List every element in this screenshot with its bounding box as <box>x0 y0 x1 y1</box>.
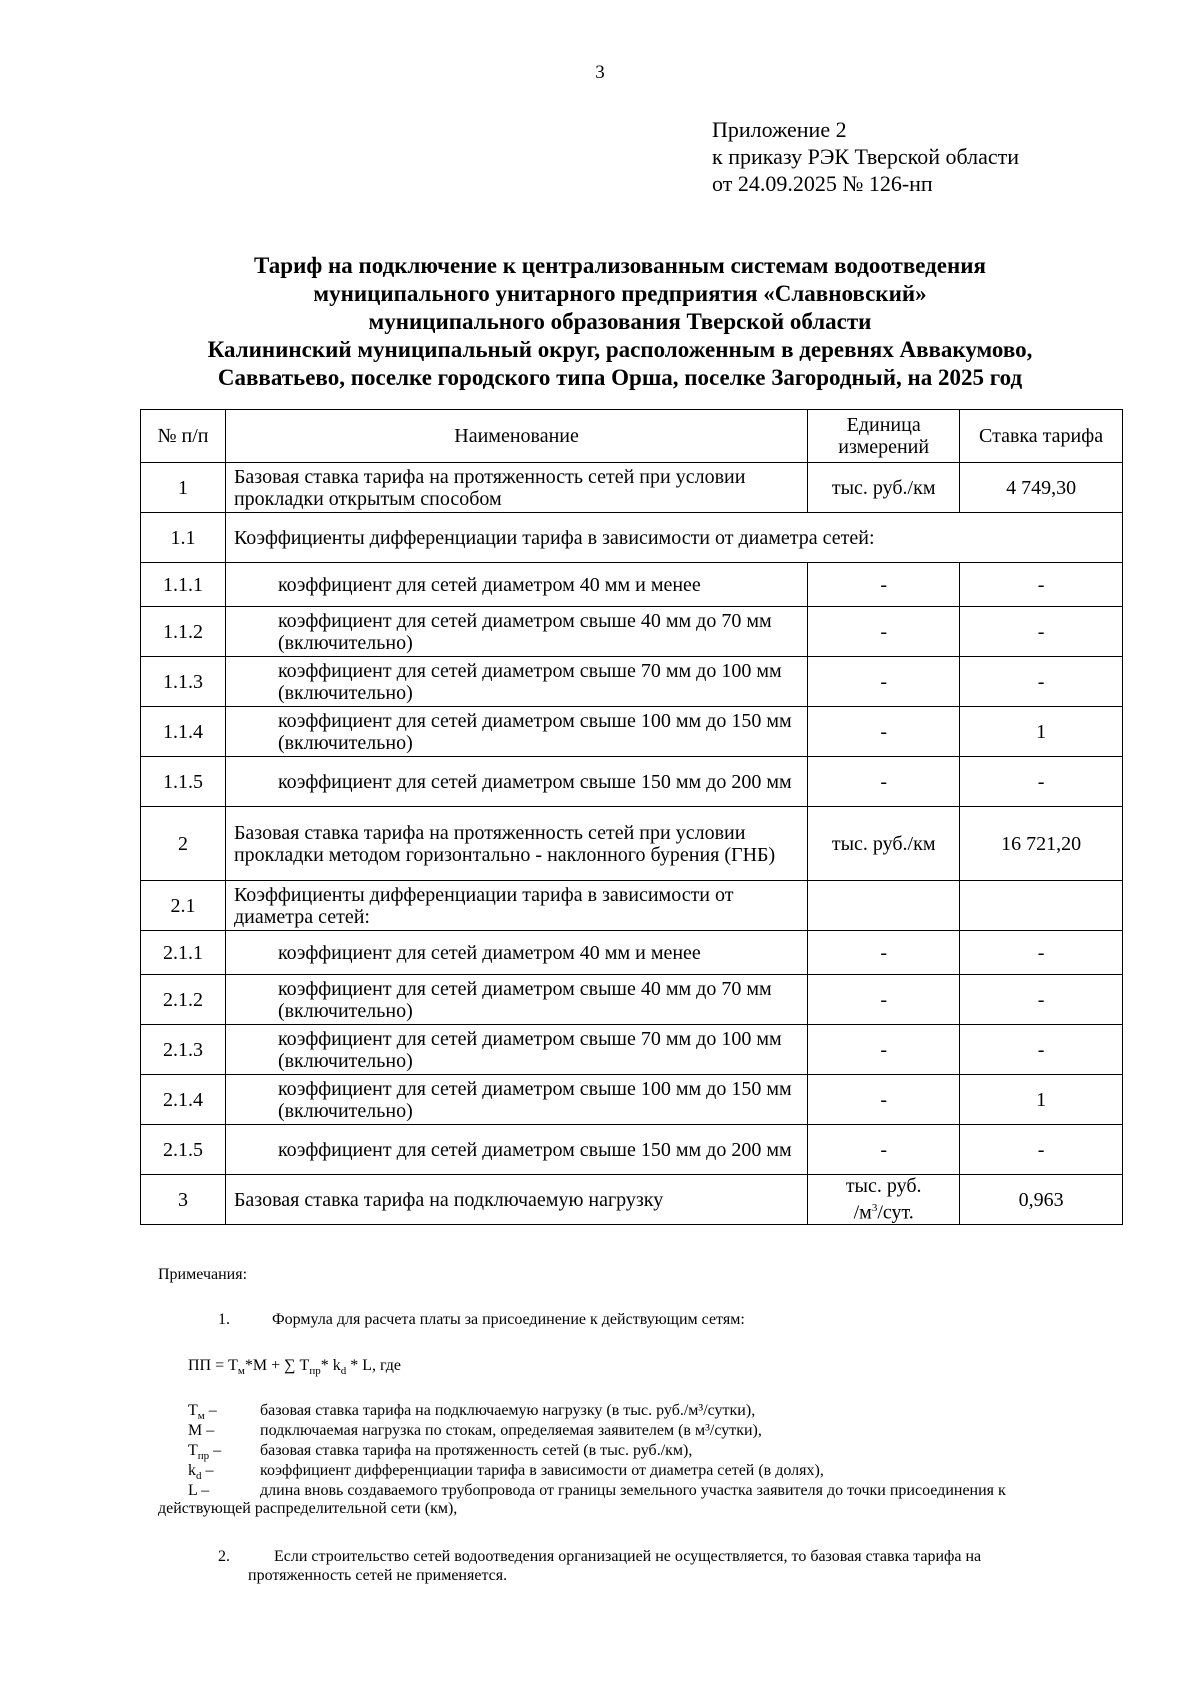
unit-part: /сут. <box>877 1201 914 1224</box>
legend-row <box>188 1441 1113 1461</box>
note-text: протяженность сетей не применяется. <box>248 1567 508 1584</box>
symbol-sub: м <box>197 1410 205 1423</box>
row-unit: - <box>808 1025 960 1075</box>
legend-row <box>188 1481 1113 1501</box>
row-num: 2.1.5 <box>141 1125 226 1175</box>
title-line: муниципального образования Тверской области <box>368 309 872 334</box>
row-unit: тыс. руб./км <box>808 807 960 881</box>
symbol-dash: – <box>204 1402 217 1419</box>
row-num: 2 <box>141 807 226 881</box>
row-name: коэффициент для сетей диаметром свыше 150 мм до 200 мм <box>225 1125 807 1175</box>
row-name: коэффициент для сетей диаметром свыше 70 мм до 100 мм (включительно) <box>225 1025 807 1075</box>
formula-legend <box>188 1401 1113 1501</box>
row-name: коэффициент для сетей диаметром свыше 150 мм до 200 мм <box>225 757 807 807</box>
row-num: 2.1.3 <box>141 1025 226 1075</box>
tariff-table <box>140 409 1123 1225</box>
notes-label: Примечания: <box>158 1266 248 1283</box>
title-line: Савватьево, поселке городского типа Орша, поселке Загородный, на 2025 год <box>217 365 1023 390</box>
table-row <box>141 463 1123 513</box>
formula <box>188 1356 401 1381</box>
row-rate: - <box>960 931 1123 975</box>
row-name: Базовая ставка тарифа на подключаемую нагрузку <box>225 1175 807 1225</box>
title-line: Тариф на подключение к централизованным системам водоотведения <box>254 253 986 278</box>
table-header-row <box>141 410 1123 463</box>
appendix-reference <box>712 116 1019 197</box>
legend-row <box>188 1461 1113 1481</box>
row-num: 1.1.1 <box>141 563 226 607</box>
symbol-sub: пр <box>197 1450 210 1463</box>
note-number: 2. <box>218 1548 230 1565</box>
row-rate: 4 749,30 <box>960 463 1123 513</box>
row-name: коэффициент для сетей диаметром 40 мм и менее <box>225 563 807 607</box>
row-num: 2.1.1 <box>141 931 226 975</box>
row-name: коэффициент для сетей диаметром свыше 100 мм до 150 мм (включительно) <box>225 707 807 757</box>
row-name: коэффициент для сетей диаметром свыше 70 мм до 100 мм (включительно) <box>225 657 807 707</box>
appendix-line: от 24.09.2025 № 126-нп <box>712 171 933 196</box>
row-name: Базовая ставка тарифа на протяженность сетей при условии прокладки методом горизонтально - наклонного бурения (ГНБ) <box>225 807 807 881</box>
row-rate: - <box>960 757 1123 807</box>
row-unit: - <box>808 1075 960 1125</box>
symbol-letter: Т <box>188 1402 198 1419</box>
header-unit: Единица измерений <box>808 410 960 463</box>
unit-part: /м <box>853 1201 872 1224</box>
legend-description: коэффициент дифференциации тарифа в зависимости от диаметра сетей (в долях), <box>260 1462 824 1479</box>
row-name: коэффициент для сетей диаметром свыше 40 мм до 70 мм (включительно) <box>225 607 807 657</box>
row-num: 1 <box>141 463 226 513</box>
document-title <box>120 252 1120 392</box>
table-row <box>141 757 1123 807</box>
table-row <box>141 807 1123 881</box>
row-rate: - <box>960 1025 1123 1075</box>
symbol-letter: Т <box>188 1442 198 1459</box>
row-name: Коэффициенты дифференциации тарифа в зависимости от диаметра сетей: <box>225 881 807 931</box>
row-name: Коэффициенты дифференциации тарифа в зависимости от диаметра сетей: <box>225 513 1122 563</box>
header-name: Наименование <box>225 410 807 463</box>
appendix-line: Приложение 2 <box>712 117 847 142</box>
symbol-dash: – <box>201 1462 214 1479</box>
row-unit: - <box>808 975 960 1025</box>
legend-description: базовая ставка тарифа на протяженность сетей (в тыс. руб./км), <box>260 1442 693 1459</box>
row-num: 2.1.2 <box>141 975 226 1025</box>
row-unit: - <box>808 931 960 975</box>
table-row <box>141 1125 1123 1175</box>
row-unit <box>808 1175 960 1225</box>
row-unit: - <box>808 563 960 607</box>
row-unit: - <box>808 1125 960 1175</box>
symbol-letter: М <box>188 1422 203 1439</box>
row-num: 3 <box>141 1175 226 1225</box>
symbol-sub: d <box>196 1470 202 1483</box>
note-text: Если строительство сетей водоотведения организацией не осуществляется, то базовая ставка тарифа на <box>274 1548 982 1565</box>
formula-part: ПП = Т <box>188 1357 238 1374</box>
formula-sub: d <box>340 1365 347 1378</box>
unit-superscript: 3 <box>871 1202 878 1215</box>
row-rate: 1 <box>960 1075 1123 1125</box>
formula-part: *М + ∑ Т <box>244 1357 310 1374</box>
legend-description: подключаемая нагрузка по стокам, определяемая заявителем (в м³/сутки), <box>260 1422 762 1439</box>
title-line: муниципального унитарного предприятия «Славновский» <box>313 281 927 306</box>
legend-description: базовая ставка тарифа на подключаемую нагрузку (в тыс. руб./м³/сутки), <box>260 1402 756 1419</box>
table-row <box>141 563 1123 607</box>
note-item-1 <box>218 1310 745 1329</box>
symbol-letter: k <box>188 1462 196 1479</box>
row-rate: - <box>960 975 1123 1025</box>
row-unit: - <box>808 657 960 707</box>
row-num: 1.1 <box>141 513 226 563</box>
row-num: 1.1.4 <box>141 707 226 757</box>
row-unit: тыс. руб./км <box>808 463 960 513</box>
unit-line <box>816 1197 951 1224</box>
formula-part: * k <box>320 1357 341 1374</box>
page-number: 3 <box>595 62 605 83</box>
legend-symbol: L – <box>188 1482 210 1499</box>
header-rate: Ставка тарифа <box>960 410 1123 463</box>
formula-sub: пр <box>309 1365 321 1378</box>
legend-row <box>188 1401 1113 1421</box>
row-rate <box>960 881 1123 931</box>
table-row <box>141 707 1123 757</box>
table-row <box>141 931 1123 975</box>
legend-row <box>188 1421 1113 1441</box>
row-rate: 1 <box>960 707 1123 757</box>
row-unit: - <box>808 757 960 807</box>
row-num: 2.1.4 <box>141 1075 226 1125</box>
formula-part: * L, где <box>346 1357 401 1374</box>
note-number: 1. <box>218 1311 230 1328</box>
row-num: 2.1 <box>141 881 226 931</box>
row-unit: - <box>808 707 960 757</box>
header-num: № п/п <box>141 410 226 463</box>
symbol-dash: – <box>202 1422 215 1439</box>
unit-line: тыс. руб. <box>845 1175 922 1198</box>
title-line: Калининский муниципальный округ, расположенным в деревнях Аввакумово, <box>207 337 1033 362</box>
row-name: коэффициент для сетей диаметром свыше 100 мм до 150 мм (включительно) <box>225 1075 807 1125</box>
row-name: коэффициент для сетей диаметром свыше 40 мм до 70 мм (включительно) <box>225 975 807 1025</box>
row-name: Базовая ставка тарифа на протяженность сетей при условии прокладки открытым способом <box>225 463 807 513</box>
formula-sub: м <box>237 1365 245 1378</box>
table-row <box>141 1175 1123 1225</box>
row-rate: - <box>960 657 1123 707</box>
table-row <box>141 881 1123 931</box>
table-row <box>141 657 1123 707</box>
table-row <box>141 1025 1123 1075</box>
legend-description: длина вновь создаваемого трубопровода от границы земельного участка заявителя до точки присоединения к <box>260 1482 1006 1499</box>
row-name: коэффициент для сетей диаметром 40 мм и менее <box>225 931 807 975</box>
table-row <box>141 607 1123 657</box>
row-rate: 16 721,20 <box>960 807 1123 881</box>
row-rate: - <box>960 563 1123 607</box>
appendix-line: к приказу РЭК Тверской области <box>712 144 1020 169</box>
legend-continuation: действующей распределительной сети (км), <box>158 1500 458 1517</box>
symbol-dash: – <box>209 1442 222 1459</box>
row-rate: - <box>960 1125 1123 1175</box>
row-num: 1.1.5 <box>141 757 226 807</box>
row-unit: - <box>808 607 960 657</box>
row-num: 1.1.3 <box>141 657 226 707</box>
table-row <box>141 1075 1123 1125</box>
row-rate: - <box>960 607 1123 657</box>
table-row <box>141 975 1123 1025</box>
note-text: Формула для расчета платы за присоединение к действующим сетям: <box>272 1311 745 1328</box>
note-item-2 <box>218 1547 1113 1585</box>
row-num: 1.1.2 <box>141 607 226 657</box>
table-row <box>141 513 1123 563</box>
row-rate: 0,963 <box>960 1175 1123 1225</box>
row-unit <box>808 881 960 931</box>
